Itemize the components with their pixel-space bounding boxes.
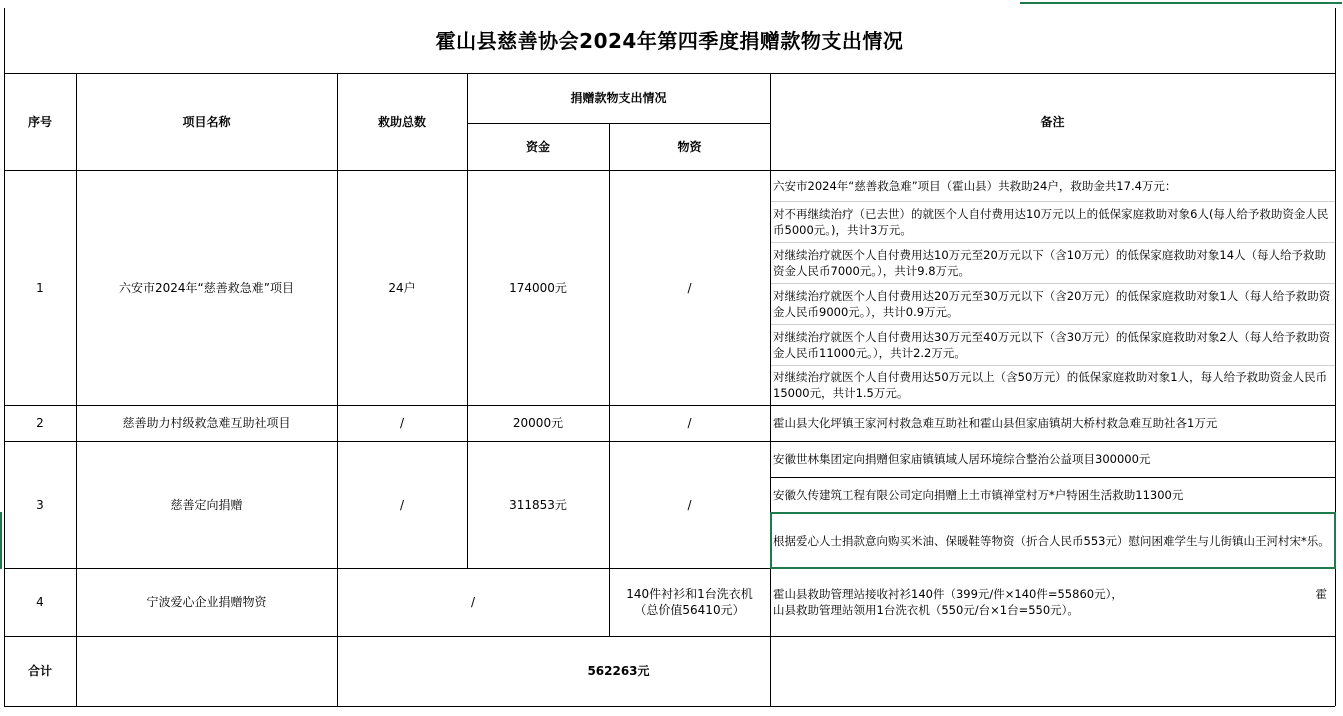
header-project[interactable]: 项目名称 [182, 114, 231, 129]
row3-remark-1[interactable]: 安徽世林集团定向捐赠但家庙镇镇域人居环境综合整治公益项目300000元 [773, 452, 1151, 466]
total-blank-remarks[interactable] [770, 636, 1335, 706]
row4-remark[interactable] [770, 568, 1335, 636]
row2-index[interactable]: 2 [36, 416, 44, 430]
row3-remark-3[interactable]: 根据爱心人士捐款意向购买米油、保暖鞋等物资（折合人民币553元）慰问困难学生与儿街镇山王河村宋*乐。 [773, 533, 1330, 548]
row1-index[interactable]: 1 [36, 280, 44, 295]
row3-materials[interactable]: / [687, 497, 692, 512]
row1-total[interactable]: 24户 [388, 280, 416, 295]
header-index[interactable]: 序号 [27, 114, 52, 129]
row1-remark-1[interactable]: 六安市2024年“慈善救急难”项目（霍山县）共救助24户，救助金共17.4万元： [773, 178, 1177, 193]
header-funds[interactable]: 资金 [525, 139, 550, 154]
row1-remark-5[interactable]: 对继续治疗就医个人自付费用达30万元至40万元以下（含30万元）的低保家庭救助对象2人（每人给予救助资金人民币11000元。），共计2.2万元。 [773, 329, 1331, 360]
row2-materials[interactable]: / [687, 416, 692, 430]
total-blank-project[interactable] [76, 636, 337, 706]
row1-remark-2[interactable]: 对不再继续治疗（已去世）的就医个人自付费用达10万元以上的低保家庭救助对象6人(每人给予救助资金人民币5000元。)，共计3万元。 [773, 206, 1329, 237]
row4-remark-line1: 霍山县救助管理站接收衬衫140件（399元/件×140件=55860元）， [773, 587, 1123, 601]
header-remarks[interactable]: 备注 [1040, 114, 1065, 129]
sheet-title[interactable]: 霍山县慈善协会2024年第四季度捐赠款物支出情况 [435, 28, 904, 53]
row2-remark[interactable]: 霍山县大化坪镇王家河村救急难互助社和霍山县但家庙镇胡大桥村救急难互助社各1万元 [773, 416, 1218, 430]
row4-project[interactable]: 宁波爱心企业捐赠物资 [146, 595, 267, 609]
selected-cell-outline [770, 512, 1336, 569]
row1-project[interactable]: 六安市2024年“慈善救急难”项目 [119, 280, 294, 295]
row3-remark-2[interactable]: 安徽久传建筑工程有限公司定向捐赠上土市镇禅堂村万*户特困生活救助11300元 [773, 488, 1184, 502]
row3-project[interactable]: 慈善定向捐赠 [170, 497, 243, 512]
row1-remark-6[interactable]: 对继续治疗就医个人自付费用达50万元以上（含50万元）的低保家庭救助对象1人，每人给予救助资金人民币15000元，共计1.5万元。 [773, 370, 1328, 400]
row1-remark-4[interactable]: 对继续治疗就医个人自付费用达20万元至30万元以下（含20万元）的低保家庭救助对象1人（每人给予救助资金人民币9000元。），共计0.9万元。 [773, 288, 1331, 319]
row2-total[interactable]: / [399, 416, 405, 430]
row1-remark-3[interactable]: 对继续治疗就医个人自付费用达10万元至20万元以下（含10万元）的低保家庭救助对象14人（每人给予救助资金人民币7000元。），共计9.8万元。 [773, 247, 1327, 278]
row1-materials[interactable]: / [687, 280, 692, 295]
header-spending-group[interactable]: 捐赠款物支出情况 [570, 91, 667, 105]
row3-index[interactable]: 3 [36, 497, 44, 512]
total-label[interactable]: 合计 [27, 664, 52, 678]
row3-funds[interactable]: 311853元 [509, 497, 567, 512]
row-selection-marker [0, 512, 2, 569]
header-materials[interactable]: 物资 [677, 139, 702, 154]
header-total[interactable]: 救助总数 [377, 114, 426, 129]
row3-total[interactable]: / [399, 497, 405, 512]
row4-remark-line1-tail: 霍 [1315, 587, 1327, 601]
total-amount[interactable]: 562263元 [587, 664, 650, 678]
row2-funds[interactable]: 20000元 [512, 416, 564, 430]
row1-funds[interactable]: 174000元 [509, 280, 567, 295]
row2-project[interactable]: 慈善助力村级救急难互助社项目 [122, 416, 291, 430]
row4-index[interactable]: 4 [36, 595, 44, 609]
row4-materials[interactable]: 140件衬衫和1台洗衣机（总价值56410元） [626, 587, 753, 617]
row4-total[interactable]: / [470, 595, 476, 609]
row4-remark-line2: 山县救助管理站领用1台洗衣机（550元/台×1台=550元）。 [773, 603, 1079, 617]
selection-indicator-top [1020, 2, 1342, 4]
